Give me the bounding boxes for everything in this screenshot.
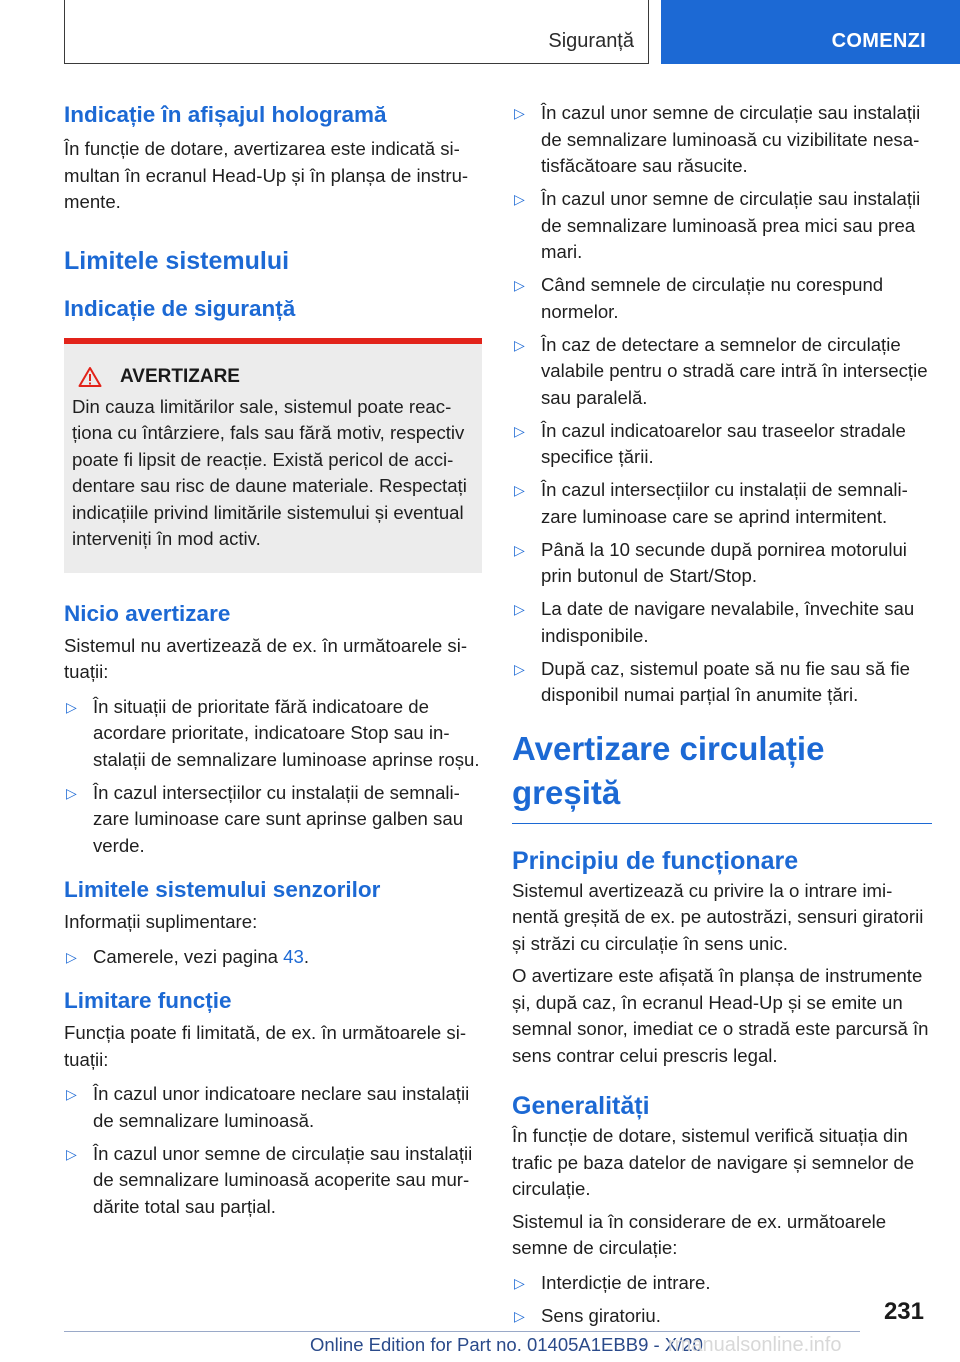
list-item-text: În cazul unor semne de circulație sau instalații de semnalizare luminoasă acoperite sau murdărite total sau parțial. — [93, 1142, 473, 1217]
heading-sensor-limits: Limitele sistemului senzorilor — [64, 877, 381, 902]
list-item — [512, 272, 932, 325]
bullet-triangle-icon: ▷ — [514, 541, 525, 558]
warning-text: Din cauza limitărilor sale, sistemul poate reacționa cu întârziere, fals sau fără motiv, respectiv poate fi lipsit de reacție. Există pericol de accidentare sau risc de daune materiale. Respectați indicațiile privind limitările sistemului și eventual interveniți în mod activ. — [72, 395, 467, 549]
heading-safety-note: Indicație de siguranță — [64, 295, 296, 321]
bullet-triangle-icon: ▷ — [514, 1307, 525, 1324]
list-item-text: În situații de prioritate fără indicatoare de acordare prioritate, indicatoare Stop sau instalații de semnalizare luminoase aprinse roșu. — [93, 695, 480, 770]
header-chapter-tab[interactable]: COMENZI — [661, 0, 960, 64]
list-item — [512, 1303, 932, 1330]
list-item — [64, 694, 482, 774]
list-item — [512, 418, 932, 471]
paragraph-principle-1: Sistemul avertizează cu privire la o intrare iminentă greșită de ex. pe autostrăzi, sensuri giratorii și străzi cu circulație în sens unic. — [512, 879, 924, 954]
heading-system-limits: Limitele sistemului — [64, 246, 290, 275]
page-link[interactable]: 43 — [283, 945, 304, 967]
paragraph-principle-2: O avertizare este afișată în planșa de instrumente și, după caz, în ecranul Head-Up și se emite un semnal sonor, imediat ce o stradă este parcursă în sens contrar celui prescris legal. — [512, 965, 929, 1066]
header-section-title: Siguranță — [548, 30, 634, 52]
bullet-triangle-icon: ▷ — [66, 1145, 77, 1162]
paragraph-general-1: În funcție de dotare, sistemul verifică situația din trafic pe baza datelor de navigare și semnelor de circulație. — [512, 1125, 915, 1199]
heading-function-limit: Limitare funcție — [64, 988, 232, 1013]
bullet-triangle-icon: ▷ — [514, 1274, 525, 1291]
heading-wrong-way-warning: Avertizare circulație greșită — [512, 727, 932, 824]
list-function-limit-left — [64, 1081, 482, 1220]
bullet-triangle-icon: ▷ — [66, 1086, 77, 1102]
watermark: rmanualsonline.info — [668, 1334, 842, 1356]
list-item-text: În caz de detectare a semnelor de circulație valabile pentru o stradă care intră în intersecție sau paralelă. — [541, 333, 928, 408]
bullet-triangle-icon: ▷ — [514, 105, 525, 121]
list-item-text: În cazul unor semne de circulație sau instalații de semnalizare luminoasă prea mici sau prea mari. — [541, 188, 921, 262]
list-item — [512, 186, 932, 266]
warning-title: AVERTIZARE — [120, 365, 240, 387]
list-item-text: În cazul intersecțiilor cu instalații de semnalizare luminoase care sunt aprinse galben sau verde. — [93, 781, 464, 856]
list-item-text: Până la 10 secunde după pornirea motorului prin butonul de Start/Stop. — [541, 538, 907, 586]
paragraph-function-limit: Funcția poate fi limitată, de ex. în următoarele situații: — [64, 1022, 467, 1070]
bullet-triangle-icon: ▷ — [66, 698, 77, 715]
list-item — [512, 537, 932, 590]
bullet-triangle-icon: ▷ — [514, 336, 525, 353]
list-item — [512, 332, 932, 412]
list-sensor-limits — [64, 944, 482, 971]
list-item-text: Camerele, vezi pagina — [93, 945, 284, 967]
bullet-triangle-icon: ▷ — [66, 784, 77, 801]
left-column — [64, 100, 482, 1227]
paragraph-general-2: Sistemul ia în considerare de ex. următoarele semne de circulație: — [512, 1210, 887, 1258]
list-item — [512, 656, 932, 709]
list-item-text: Când semnele de circulație nu corespund normelor. — [541, 274, 884, 322]
list-general — [512, 1270, 932, 1330]
header-section-box — [64, 0, 649, 64]
list-function-limit-right — [512, 100, 932, 709]
list-item-text: În cazul unor indicatoare neclare sau instalații de semnalizare luminoasă. — [93, 1083, 470, 1131]
paragraph-sensor-limits: Informații suplimentare: — [64, 911, 258, 932]
list-no-warning — [64, 694, 482, 860]
bullet-triangle-icon: ▷ — [514, 277, 525, 293]
warning-box — [64, 338, 482, 573]
list-item — [512, 1270, 932, 1297]
list-item-text: După caz, sistemul poate să nu fie sau să fie disponibil numai parțial în anumite țări. — [541, 657, 910, 705]
bullet-triangle-icon: ▷ — [66, 948, 77, 965]
heading-operating-principle: Principiu de funcționare — [512, 846, 799, 875]
list-item — [64, 1141, 482, 1221]
right-column — [512, 100, 932, 1336]
list-item — [64, 944, 482, 971]
list-item-text: Interdicție de intrare. — [541, 1271, 711, 1293]
bullet-triangle-icon: ▷ — [514, 422, 525, 439]
paragraph-no-warning: Sistemul nu avertizează de ex. în următoarele situații: — [64, 634, 468, 682]
list-item — [512, 100, 932, 180]
heading-general: Generalități — [512, 1092, 650, 1120]
list-item-text: Sens giratoriu. — [541, 1304, 661, 1326]
paragraph-hologram: În funcție de dotare, avertizarea este indicată simultan în ecranul Head-Up și în planșa de instrumente. — [64, 138, 469, 212]
list-item — [64, 780, 482, 860]
bullet-triangle-icon: ▷ — [514, 601, 525, 617]
list-item-text: În cazul unor semne de circulație sau instalații de semnalizare luminoasă cu vizibilitate nesatisfăcătoare sau răsucite. — [541, 102, 921, 176]
footer-divider — [64, 1331, 860, 1332]
heading-no-warning: Nicio avertizare — [64, 600, 231, 626]
bullet-triangle-icon: ▷ — [514, 660, 525, 677]
list-item-text: În cazul intersecțiilor cu instalații de semnalizare luminoase care se aprind intermitent. — [541, 479, 908, 527]
heading-hologram: Indicație în afișajul hologramă — [64, 102, 387, 127]
list-item-end: . — [303, 945, 310, 967]
list-item-text: În cazul indicatoarelor sau traseelor stradale specifice țării. — [541, 419, 906, 467]
warning-triangle-icon — [78, 366, 102, 388]
list-item-text: La date de navigare nevalabile, învechite sau indisponibile. — [541, 598, 915, 646]
list-item — [512, 596, 932, 649]
page-number: 231 — [883, 1298, 924, 1325]
warning-header — [72, 366, 474, 388]
list-item — [64, 1081, 482, 1134]
list-item — [512, 477, 932, 530]
bullet-triangle-icon: ▷ — [514, 482, 525, 498]
footer-edition: Online Edition for Part no. 01405A1EBB9 - X/20 — [310, 1334, 703, 1355]
bullet-triangle-icon: ▷ — [514, 191, 525, 207]
